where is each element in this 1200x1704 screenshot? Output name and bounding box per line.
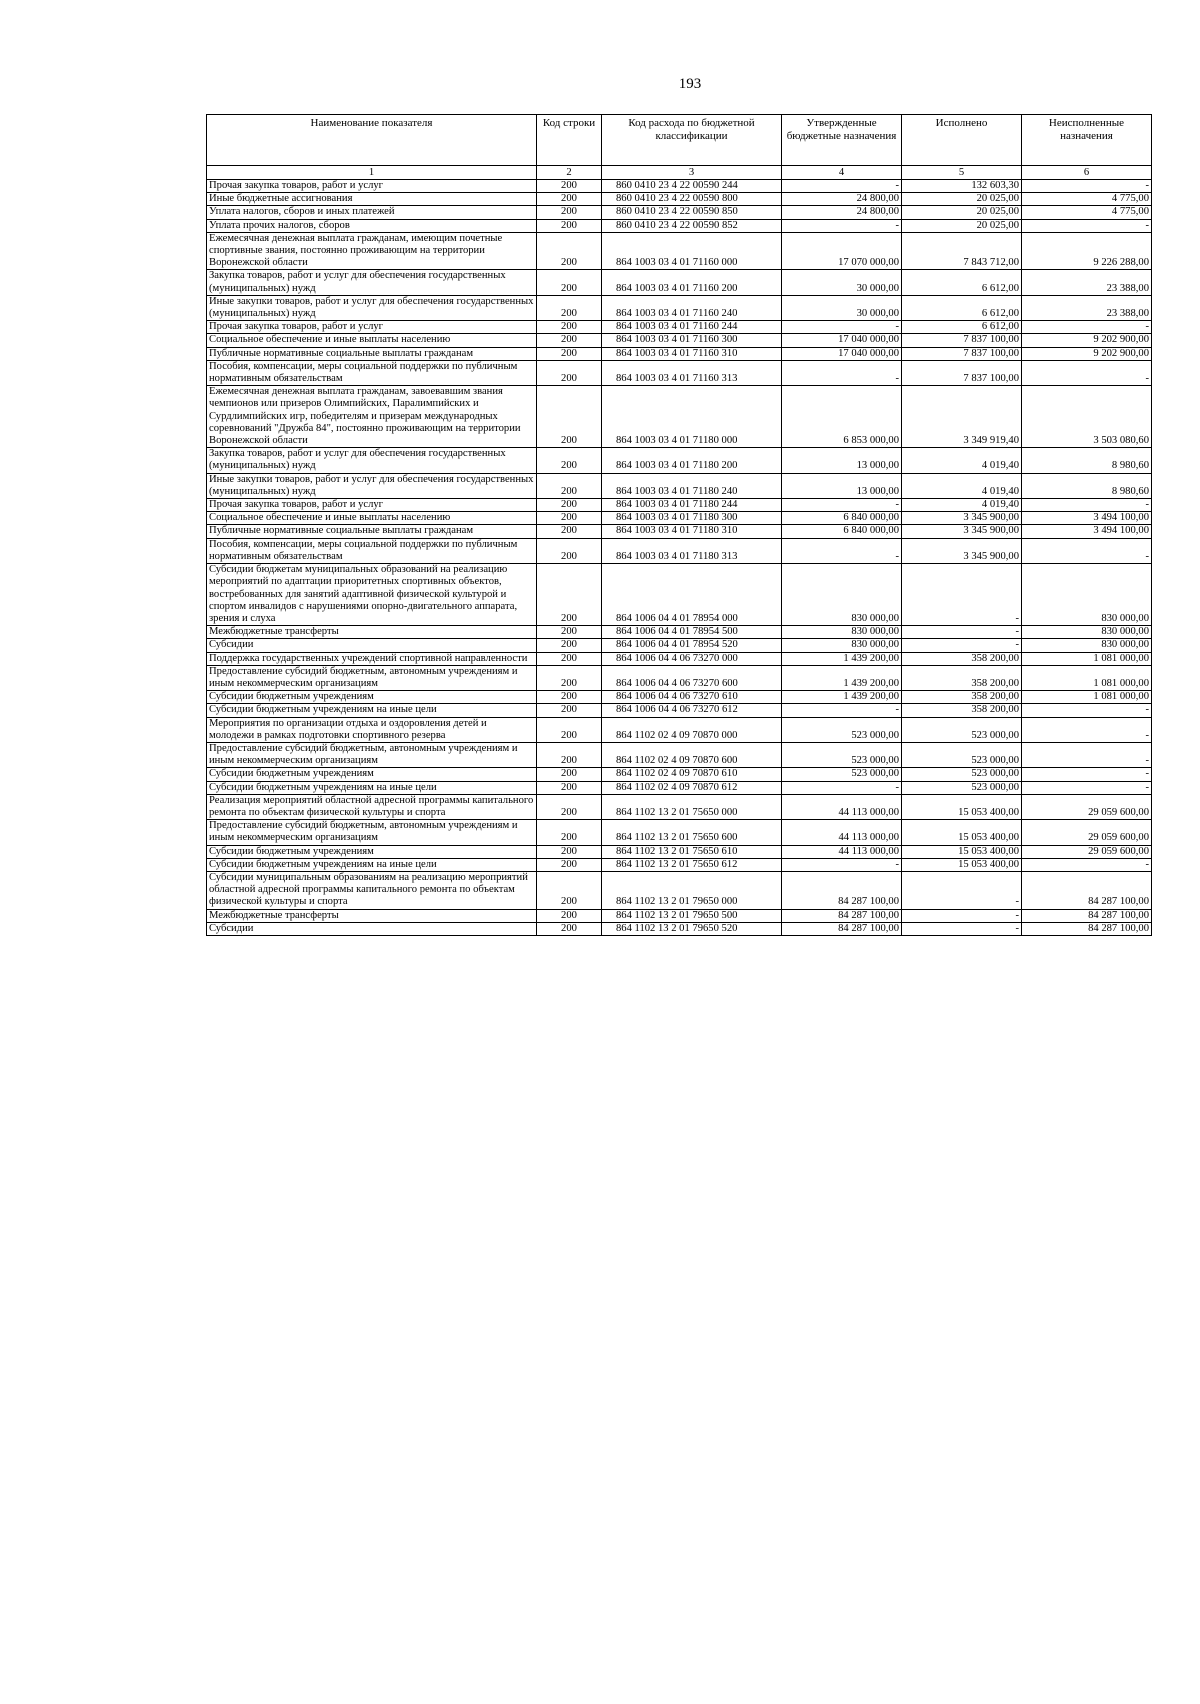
- row-name: Межбюджетные трансферты: [207, 626, 537, 639]
- row-executed: 6 612,00: [902, 321, 1022, 334]
- row-line-code: 200: [537, 232, 602, 270]
- table-row: [207, 499, 1152, 512]
- row-unexecuted: 4 775,00: [1022, 193, 1152, 206]
- row-approved: 1 439 200,00: [782, 652, 902, 665]
- row-name: Ежемесячная денежная выплата гражданам, завоевавшим звания чемпионов или призеров Олимпийских, Паралимпийских и Сурдлимпийских игр, победителям и призерам международных соревнований "Дружба 84", постоянно проживающим на территории Воронежской области: [207, 386, 537, 448]
- row-expense-code: 864 1003 03 4 01 71160 310: [602, 347, 782, 360]
- table-row: [207, 909, 1152, 922]
- row-name: Прочая закупка товаров, работ и услуг: [207, 321, 537, 334]
- row-executed: 6 612,00: [902, 295, 1022, 320]
- row-name: Субсидии бюджетным учреждениям на иные цели: [207, 781, 537, 794]
- row-unexecuted: 23 388,00: [1022, 270, 1152, 295]
- row-name: Субсидии бюджетным учреждениям: [207, 845, 537, 858]
- row-line-code: 200: [537, 820, 602, 845]
- row-expense-code: 864 1006 04 4 01 78954 500: [602, 626, 782, 639]
- row-approved: 6 840 000,00: [782, 512, 902, 525]
- row-approved: 44 113 000,00: [782, 794, 902, 819]
- row-name: Субсидии: [207, 639, 537, 652]
- row-line-code: 200: [537, 564, 602, 626]
- row-unexecuted: 3 494 100,00: [1022, 525, 1152, 538]
- table-row: [207, 473, 1152, 498]
- row-executed: 6 612,00: [902, 270, 1022, 295]
- row-line-code: 200: [537, 180, 602, 193]
- row-approved: 523 000,00: [782, 717, 902, 742]
- row-line-code: 200: [537, 525, 602, 538]
- table-row: [207, 626, 1152, 639]
- row-unexecuted: 830 000,00: [1022, 626, 1152, 639]
- row-executed: 4 019,40: [902, 499, 1022, 512]
- row-unexecuted: -: [1022, 499, 1152, 512]
- row-line-code: 200: [537, 639, 602, 652]
- row-approved: 830 000,00: [782, 639, 902, 652]
- row-executed: 15 053 400,00: [902, 858, 1022, 871]
- row-executed: 132 603,30: [902, 180, 1022, 193]
- row-executed: 7 837 100,00: [902, 334, 1022, 347]
- row-line-code: 200: [537, 360, 602, 385]
- row-name: Уплата налогов, сборов и иных платежей: [207, 206, 537, 219]
- row-executed: 523 000,00: [902, 768, 1022, 781]
- row-executed: 7 843 712,00: [902, 232, 1022, 270]
- row-executed: 3 345 900,00: [902, 525, 1022, 538]
- row-executed: -: [902, 871, 1022, 909]
- table-row: [207, 386, 1152, 448]
- table-row: [207, 858, 1152, 871]
- row-unexecuted: 830 000,00: [1022, 564, 1152, 626]
- row-unexecuted: 29 059 600,00: [1022, 820, 1152, 845]
- row-unexecuted: 3 494 100,00: [1022, 512, 1152, 525]
- row-line-code: 200: [537, 704, 602, 717]
- row-executed: 20 025,00: [902, 219, 1022, 232]
- row-executed: 523 000,00: [902, 742, 1022, 767]
- table-row: [207, 781, 1152, 794]
- column-number: 1: [207, 166, 537, 180]
- row-approved: 1 439 200,00: [782, 665, 902, 690]
- row-executed: 358 200,00: [902, 704, 1022, 717]
- row-unexecuted: -: [1022, 219, 1152, 232]
- table-row: [207, 270, 1152, 295]
- table-row: [207, 347, 1152, 360]
- row-expense-code: 864 1003 03 4 01 71180 200: [602, 448, 782, 473]
- row-name: Пособия, компенсации, меры социальной поддержки по публичным нормативным обязательствам: [207, 538, 537, 563]
- row-executed: 3 345 900,00: [902, 512, 1022, 525]
- row-unexecuted: -: [1022, 321, 1152, 334]
- row-expense-code: 864 1102 02 4 09 70870 600: [602, 742, 782, 767]
- row-unexecuted: 84 287 100,00: [1022, 871, 1152, 909]
- row-expense-code: 864 1003 03 4 01 71180 300: [602, 512, 782, 525]
- row-line-code: 200: [537, 691, 602, 704]
- row-unexecuted: -: [1022, 742, 1152, 767]
- row-executed: 20 025,00: [902, 193, 1022, 206]
- row-unexecuted: 1 081 000,00: [1022, 691, 1152, 704]
- row-expense-code: 864 1006 04 4 01 78954 000: [602, 564, 782, 626]
- row-line-code: 200: [537, 270, 602, 295]
- table-row: [207, 295, 1152, 320]
- row-approved: 830 000,00: [782, 564, 902, 626]
- table-row: [207, 820, 1152, 845]
- row-line-code: 200: [537, 219, 602, 232]
- table-row: [207, 232, 1152, 270]
- row-executed: 15 053 400,00: [902, 845, 1022, 858]
- row-line-code: 200: [537, 717, 602, 742]
- row-approved: 830 000,00: [782, 626, 902, 639]
- row-unexecuted: -: [1022, 768, 1152, 781]
- row-name: Прочая закупка товаров, работ и услуг: [207, 180, 537, 193]
- row-line-code: 200: [537, 347, 602, 360]
- row-name: Уплата прочих налогов, сборов: [207, 219, 537, 232]
- row-unexecuted: -: [1022, 704, 1152, 717]
- row-executed: 3 349 919,40: [902, 386, 1022, 448]
- row-approved: 6 853 000,00: [782, 386, 902, 448]
- table-row: [207, 652, 1152, 665]
- row-executed: 358 200,00: [902, 691, 1022, 704]
- row-expense-code: 864 1003 03 4 01 71160 313: [602, 360, 782, 385]
- table-row: [207, 193, 1152, 206]
- row-approved: 24 800,00: [782, 206, 902, 219]
- row-unexecuted: 4 775,00: [1022, 206, 1152, 219]
- row-expense-code: 860 0410 23 4 22 00590 244: [602, 180, 782, 193]
- header-unexecuted: Неисполненные назначения: [1022, 115, 1152, 166]
- row-approved: -: [782, 321, 902, 334]
- row-expense-code: 864 1102 02 4 09 70870 610: [602, 768, 782, 781]
- row-expense-code: 864 1006 04 4 06 73270 600: [602, 665, 782, 690]
- row-line-code: 200: [537, 321, 602, 334]
- row-expense-code: 864 1102 13 2 01 75650 600: [602, 820, 782, 845]
- row-name: Межбюджетные трансферты: [207, 909, 537, 922]
- row-line-code: 200: [537, 386, 602, 448]
- row-name: Социальное обеспечение и иные выплаты населению: [207, 334, 537, 347]
- row-expense-code: 864 1003 03 4 01 71180 240: [602, 473, 782, 498]
- table-row: [207, 334, 1152, 347]
- row-executed: 3 345 900,00: [902, 538, 1022, 563]
- row-name: Предоставление субсидий бюджетным, автономным учреждениям и иным некоммерческим организациям: [207, 820, 537, 845]
- header-expense-code: Код расхода по бюджетной классификации: [602, 115, 782, 166]
- row-unexecuted: 1 081 000,00: [1022, 665, 1152, 690]
- row-name: Субсидии бюджетным учреждениям на иные цели: [207, 704, 537, 717]
- row-expense-code: 864 1003 03 4 01 71180 244: [602, 499, 782, 512]
- page-number: 193: [678, 76, 702, 92]
- row-expense-code: 864 1003 03 4 01 71160 244: [602, 321, 782, 334]
- table-row: [207, 206, 1152, 219]
- column-number: 5: [902, 166, 1022, 180]
- row-line-code: 200: [537, 193, 602, 206]
- table-row: [207, 180, 1152, 193]
- row-expense-code: 864 1003 03 4 01 71160 300: [602, 334, 782, 347]
- row-name: Предоставление субсидий бюджетным, автономным учреждениям и иным некоммерческим организациям: [207, 742, 537, 767]
- row-approved: 44 113 000,00: [782, 820, 902, 845]
- row-executed: -: [902, 626, 1022, 639]
- row-name: Субсидии бюджетным учреждениям на иные цели: [207, 858, 537, 871]
- row-unexecuted: 29 059 600,00: [1022, 794, 1152, 819]
- table-row: [207, 321, 1152, 334]
- column-number: 2: [537, 166, 602, 180]
- row-line-code: 200: [537, 794, 602, 819]
- row-unexecuted: -: [1022, 538, 1152, 563]
- row-unexecuted: -: [1022, 180, 1152, 193]
- row-name: Субсидии бюджетным учреждениям: [207, 691, 537, 704]
- row-name: Закупка товаров, работ и услуг для обеспечения государственных (муниципальных) нужд: [207, 270, 537, 295]
- row-executed: 7 837 100,00: [902, 360, 1022, 385]
- row-executed: 358 200,00: [902, 652, 1022, 665]
- row-expense-code: 864 1003 03 4 01 71160 200: [602, 270, 782, 295]
- row-executed: 523 000,00: [902, 717, 1022, 742]
- row-line-code: 200: [537, 845, 602, 858]
- row-executed: 4 019,40: [902, 473, 1022, 498]
- row-expense-code: 864 1003 03 4 01 71180 313: [602, 538, 782, 563]
- row-name: Ежемесячная денежная выплата гражданам, имеющим почетные спортивные звания, постоянно проживающим на территории Воронежской области: [207, 232, 537, 270]
- table-body: [207, 180, 1152, 936]
- row-approved: 523 000,00: [782, 742, 902, 767]
- row-approved: 13 000,00: [782, 448, 902, 473]
- row-executed: -: [902, 639, 1022, 652]
- row-expense-code: 864 1102 13 2 01 75650 612: [602, 858, 782, 871]
- row-name: Реализация мероприятий областной адресной программы капитального ремонта по объектам физической культуры и спорта: [207, 794, 537, 819]
- table-row: [207, 639, 1152, 652]
- row-approved: 17 040 000,00: [782, 334, 902, 347]
- table-row: [207, 704, 1152, 717]
- row-executed: 15 053 400,00: [902, 794, 1022, 819]
- header-line-code: Код строки: [537, 115, 602, 166]
- table-row: [207, 717, 1152, 742]
- row-name: Закупка товаров, работ и услуг для обеспечения государственных (муниципальных) нужд: [207, 448, 537, 473]
- header-approved: Утвержденные бюджетные назначения: [782, 115, 902, 166]
- row-approved: -: [782, 360, 902, 385]
- column-number: 3: [602, 166, 782, 180]
- row-executed: 7 837 100,00: [902, 347, 1022, 360]
- row-expense-code: 864 1006 04 4 01 78954 520: [602, 639, 782, 652]
- row-expense-code: 864 1003 03 4 01 71180 310: [602, 525, 782, 538]
- row-approved: -: [782, 858, 902, 871]
- row-name: Публичные нормативные социальные выплаты гражданам: [207, 525, 537, 538]
- row-name: Субсидии бюджетам муниципальных образований на реализацию мероприятий по адаптации приоритетных спортивных объектов, востребованных для занятий адаптивной физической культурой и спортом инвалидов с нарушениями опорно-двигательного аппарата, зрения и слуха: [207, 564, 537, 626]
- row-line-code: 200: [537, 499, 602, 512]
- row-approved: -: [782, 180, 902, 193]
- row-line-code: 200: [537, 626, 602, 639]
- row-line-code: 200: [537, 295, 602, 320]
- row-approved: 6 840 000,00: [782, 525, 902, 538]
- row-line-code: 200: [537, 781, 602, 794]
- header-executed: Исполнено: [902, 115, 1022, 166]
- row-line-code: 200: [537, 473, 602, 498]
- row-unexecuted: 9 202 900,00: [1022, 347, 1152, 360]
- row-approved: 17 040 000,00: [782, 347, 902, 360]
- row-expense-code: 864 1102 13 2 01 79650 000: [602, 871, 782, 909]
- row-line-code: 200: [537, 665, 602, 690]
- row-line-code: 200: [537, 922, 602, 935]
- row-unexecuted: 1 081 000,00: [1022, 652, 1152, 665]
- row-approved: 523 000,00: [782, 768, 902, 781]
- row-line-code: 200: [537, 538, 602, 563]
- row-line-code: 200: [537, 858, 602, 871]
- row-approved: 17 070 000,00: [782, 232, 902, 270]
- table-row: [207, 538, 1152, 563]
- row-name: Поддержка государственных учреждений спортивной направленности: [207, 652, 537, 665]
- row-line-code: 200: [537, 448, 602, 473]
- row-name: Прочая закупка товаров, работ и услуг: [207, 499, 537, 512]
- row-executed: 523 000,00: [902, 781, 1022, 794]
- row-line-code: 200: [537, 206, 602, 219]
- table-row: [207, 564, 1152, 626]
- row-executed: -: [902, 909, 1022, 922]
- row-line-code: 200: [537, 512, 602, 525]
- row-name: Иные закупки товаров, работ и услуг для обеспечения государственных (муниципальных) нужд: [207, 295, 537, 320]
- row-name: Субсидии бюджетным учреждениям: [207, 768, 537, 781]
- row-approved: 24 800,00: [782, 193, 902, 206]
- row-expense-code: 864 1102 02 4 09 70870 000: [602, 717, 782, 742]
- table-row: [207, 794, 1152, 819]
- row-unexecuted: 29 059 600,00: [1022, 845, 1152, 858]
- row-unexecuted: 3 503 080,60: [1022, 386, 1152, 448]
- row-executed: 4 019,40: [902, 448, 1022, 473]
- row-unexecuted: 830 000,00: [1022, 639, 1152, 652]
- row-executed: -: [902, 922, 1022, 935]
- header-name: Наименование показателя: [207, 115, 537, 166]
- row-expense-code: 864 1102 13 2 01 79650 520: [602, 922, 782, 935]
- table-row: [207, 742, 1152, 767]
- row-unexecuted: -: [1022, 858, 1152, 871]
- row-line-code: 200: [537, 768, 602, 781]
- row-expense-code: 860 0410 23 4 22 00590 800: [602, 193, 782, 206]
- row-expense-code: 864 1006 04 4 06 73270 610: [602, 691, 782, 704]
- row-expense-code: 864 1003 03 4 01 71180 000: [602, 386, 782, 448]
- row-expense-code: 864 1003 03 4 01 71160 240: [602, 295, 782, 320]
- row-approved: 84 287 100,00: [782, 871, 902, 909]
- row-name: Социальное обеспечение и иные выплаты населению: [207, 512, 537, 525]
- row-name: Публичные нормативные социальные выплаты гражданам: [207, 347, 537, 360]
- table-row: [207, 360, 1152, 385]
- row-executed: -: [902, 564, 1022, 626]
- budget-execution-table: [206, 114, 1152, 936]
- row-name: Иные бюджетные ассигнования: [207, 193, 537, 206]
- table-row: [207, 525, 1152, 538]
- row-approved: -: [782, 499, 902, 512]
- row-line-code: 200: [537, 742, 602, 767]
- row-unexecuted: 8 980,60: [1022, 448, 1152, 473]
- row-executed: 15 053 400,00: [902, 820, 1022, 845]
- row-line-code: 200: [537, 334, 602, 347]
- row-line-code: 200: [537, 652, 602, 665]
- row-unexecuted: 9 226 288,00: [1022, 232, 1152, 270]
- table-row: [207, 219, 1152, 232]
- row-approved: 13 000,00: [782, 473, 902, 498]
- table-row: [207, 845, 1152, 858]
- row-unexecuted: -: [1022, 717, 1152, 742]
- row-approved: 30 000,00: [782, 270, 902, 295]
- row-unexecuted: 8 980,60: [1022, 473, 1152, 498]
- row-name: Субсидии: [207, 922, 537, 935]
- row-unexecuted: 84 287 100,00: [1022, 909, 1152, 922]
- row-approved: 1 439 200,00: [782, 691, 902, 704]
- table-row: [207, 691, 1152, 704]
- table-row: [207, 665, 1152, 690]
- table-row: [207, 871, 1152, 909]
- row-expense-code: 864 1102 02 4 09 70870 612: [602, 781, 782, 794]
- row-expense-code: 864 1006 04 4 06 73270 000: [602, 652, 782, 665]
- table-row: [207, 768, 1152, 781]
- row-unexecuted: -: [1022, 781, 1152, 794]
- row-name: Мероприятия по организации отдыха и оздоровления детей и молодежи в рамках подготовки спортивного резерва: [207, 717, 537, 742]
- column-numbers-row: [207, 166, 1152, 180]
- table-row: [207, 448, 1152, 473]
- table-row: [207, 512, 1152, 525]
- row-approved: 84 287 100,00: [782, 922, 902, 935]
- row-executed: 20 025,00: [902, 206, 1022, 219]
- row-expense-code: 864 1006 04 4 06 73270 612: [602, 704, 782, 717]
- row-unexecuted: 84 287 100,00: [1022, 922, 1152, 935]
- row-unexecuted: 9 202 900,00: [1022, 334, 1152, 347]
- table-row: [207, 922, 1152, 935]
- row-unexecuted: 23 388,00: [1022, 295, 1152, 320]
- column-number: 4: [782, 166, 902, 180]
- row-approved: -: [782, 538, 902, 563]
- row-expense-code: 864 1102 13 2 01 75650 000: [602, 794, 782, 819]
- row-executed: 358 200,00: [902, 665, 1022, 690]
- row-expense-code: 860 0410 23 4 22 00590 850: [602, 206, 782, 219]
- column-number: 6: [1022, 166, 1152, 180]
- row-line-code: 200: [537, 909, 602, 922]
- row-expense-code: 864 1003 03 4 01 71160 000: [602, 232, 782, 270]
- row-approved: 30 000,00: [782, 295, 902, 320]
- row-name: Иные закупки товаров, работ и услуг для обеспечения государственных (муниципальных) нужд: [207, 473, 537, 498]
- row-approved: -: [782, 219, 902, 232]
- row-approved: -: [782, 704, 902, 717]
- row-expense-code: 864 1102 13 2 01 75650 610: [602, 845, 782, 858]
- row-expense-code: 864 1102 13 2 01 79650 500: [602, 909, 782, 922]
- row-unexecuted: -: [1022, 360, 1152, 385]
- row-name: Субсидии муниципальным образованиям на реализацию мероприятий областной адресной программы капитального ремонта по объектам физической культуры и спорта: [207, 871, 537, 909]
- row-expense-code: 860 0410 23 4 22 00590 852: [602, 219, 782, 232]
- row-approved: 44 113 000,00: [782, 845, 902, 858]
- row-line-code: 200: [537, 871, 602, 909]
- row-name: Предоставление субсидий бюджетным, автономным учреждениям и иным некоммерческим организациям: [207, 665, 537, 690]
- header-row: [207, 115, 1152, 166]
- row-name: Пособия, компенсации, меры социальной поддержки по публичным нормативным обязательствам: [207, 360, 537, 385]
- row-approved: -: [782, 781, 902, 794]
- row-approved: 84 287 100,00: [782, 909, 902, 922]
